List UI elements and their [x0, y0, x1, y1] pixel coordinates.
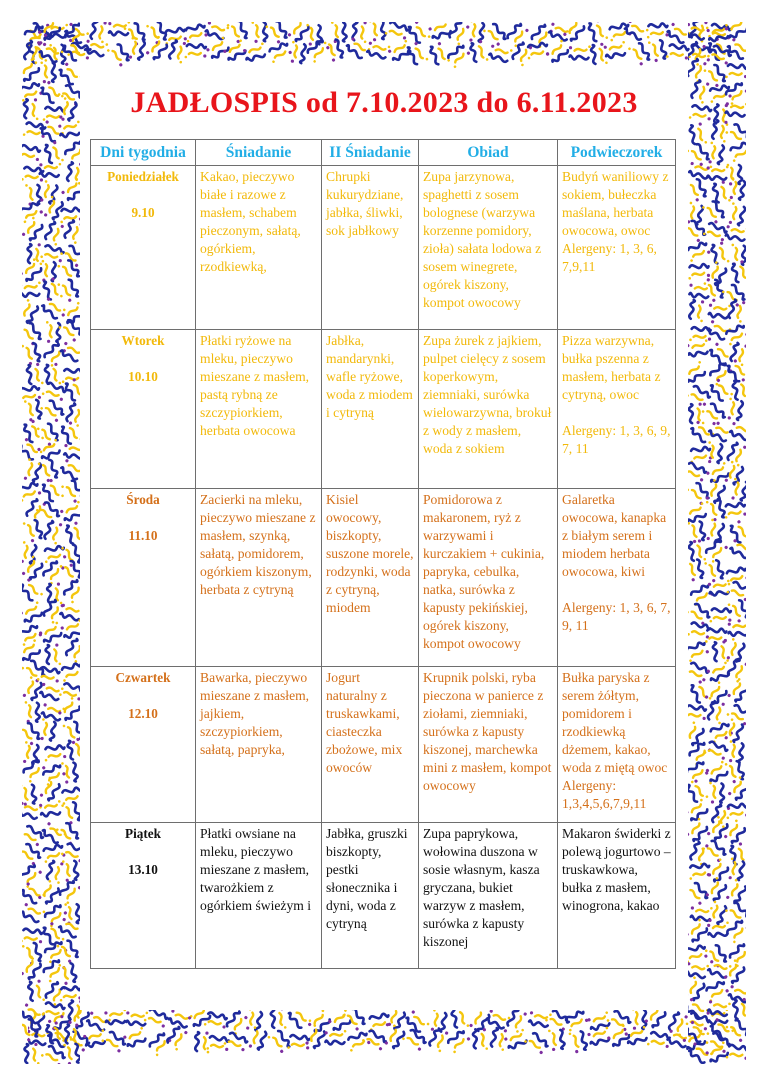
breakfast-cell: Kakao, pieczywo białe i razowe z masłem, schabem pieczonym, sałatą, ogórkiem, rzodkiewką,	[196, 166, 322, 330]
table-row	[91, 489, 676, 667]
menu-table	[90, 139, 676, 969]
lunch-cell: Zupa żurek z jajkiem, pulpet cielęcy z sosem koperkowym, ziemniaki, surówka wielowarzywna, brokuł z wody z masłem, woda z sokiem	[419, 330, 558, 489]
second-breakfast-cell: Kisiel owocowy, biszkopty, suszone morele, rodzynki, woda z cytryną, miodem	[322, 489, 419, 667]
snack-cell	[558, 330, 676, 489]
table-row	[91, 330, 676, 489]
snack-text: Pizza warzywna, bułka pszenna z masłem, herbata z cytryną, owoc	[562, 333, 661, 402]
day-date: 9.10	[131, 205, 155, 220]
decorative-border-bottom	[28, 1010, 740, 1064]
header-breakfast: Śniadanie	[196, 140, 322, 166]
table-row	[91, 166, 676, 330]
table-header-row	[91, 140, 676, 166]
day-name: Czwartek	[115, 670, 171, 685]
header-days: Dni tygodnia	[91, 140, 196, 166]
header-lunch: Obiad	[419, 140, 558, 166]
day-date: 12.10	[128, 706, 158, 721]
day-cell	[91, 330, 196, 489]
decorative-border-left	[22, 22, 80, 1064]
day-cell	[91, 489, 196, 667]
second-breakfast-cell: Jabłka, gruszki biszkopty, pestki słonecznika i dyni, woda z cytryną	[322, 823, 419, 969]
day-name: Wtorek	[121, 333, 165, 348]
table-row	[91, 823, 676, 969]
day-cell	[91, 823, 196, 969]
lunch-cell: Krupnik polski, ryba pieczona w panierce z ziołami, ziemniaki, surówka z kapusty kiszonej, marchewka mini z masłem, kompot owocowy	[419, 667, 558, 823]
lunch-cell: Zupa jarzynowa, spaghetti z sosem bolognese (warzywa korzenne pomidory, zioła) sałata lodowa z sosem winegrete, ogórek kiszony, kompot owocowy	[419, 166, 558, 330]
day-date: 13.10	[128, 862, 158, 877]
decorative-border-top	[28, 22, 740, 74]
header-snack: Podwieczorek	[558, 140, 676, 166]
page-title: JADŁOSPIS od 7.10.2023 do 6.11.2023	[130, 86, 638, 119]
day-name: Środa	[126, 492, 160, 507]
header-second-breakfast: II Śniadanie	[322, 140, 419, 166]
breakfast-cell: Płatki ryżowe na mleku, pieczywo mieszane z masłem, pastą rybną ze szczypiorkiem, herbata owocowa	[196, 330, 322, 489]
breakfast-cell: Zacierki na mleku, pieczywo mieszane z masłem, szynką, sałatą, pomidorem, ogórkiem kiszonym, herbata z cytryną	[196, 489, 322, 667]
breakfast-cell: Bawarka, pieczywo mieszane z masłem, jajkiem, szczypiorkiem, sałatą, papryka,	[196, 667, 322, 823]
second-breakfast-cell: Jabłka, mandarynki, wafle ryżowe, woda z miodem i cytryną	[322, 330, 419, 489]
day-date: 11.10	[128, 528, 158, 543]
allergens-text: Alergeny: 1, 3, 6, 7, 9, 11	[562, 600, 671, 633]
lunch-cell: Zupa paprykowa, wołowina duszona w sosie własnym, kasza gryczana, bukiet warzyw z masłem, surówka z kapusty kiszonej	[419, 823, 558, 969]
snack-cell: Makaron świderki z polewą jogurtowo – truskawkowa, bułka z masłem, winogrona, kakao	[558, 823, 676, 969]
second-breakfast-cell: Jogurt naturalny z truskawkami, ciasteczka zbożowe, mix owoców	[322, 667, 419, 823]
breakfast-cell: Płatki owsiane na mleku, pieczywo mieszane z masłem, twarożkiem z ogórkiem świeżym i	[196, 823, 322, 969]
snack-text: Bułka paryska z serem żółtym, pomidorem i rzodkiewką dżemem, kakao, woda z miętą owoc	[562, 670, 668, 775]
day-name: Piątek	[125, 826, 161, 841]
table-row	[91, 667, 676, 823]
snack-text: Galaretka owocowa, kanapka z białym serem i miodem herbata owocowa, kiwi	[562, 492, 667, 579]
snack-cell	[558, 166, 676, 330]
snack-cell	[558, 489, 676, 667]
snack-text: Budyń waniliowy z sokiem, bułeczka maślana, herbata owocowa, owoc	[562, 169, 669, 238]
allergens-text: Alergeny: 1, 3, 6, 7,9,11	[562, 241, 657, 274]
day-name: Poniedziałek	[107, 169, 179, 184]
day-date: 10.10	[128, 369, 158, 384]
decorative-border-right	[688, 22, 746, 1064]
allergens-text: Alergeny: 1, 3, 6, 9, 7, 11	[562, 423, 671, 456]
day-cell	[91, 667, 196, 823]
snack-cell	[558, 667, 676, 823]
allergens-text: Alergeny: 1,3,4,5,6,7,9,11	[562, 778, 647, 811]
lunch-cell: Pomidorowa z makaronem, ryż z warzywami i kurczakiem + cukinia, papryka, cebulka, natka, surówka z kapusty pekińskiej, ogórek kiszony, kompot owocowy	[419, 489, 558, 667]
day-cell	[91, 166, 196, 330]
second-breakfast-cell: Chrupki kukurydziane, jabłka, śliwki, sok jabłkowy	[322, 166, 419, 330]
